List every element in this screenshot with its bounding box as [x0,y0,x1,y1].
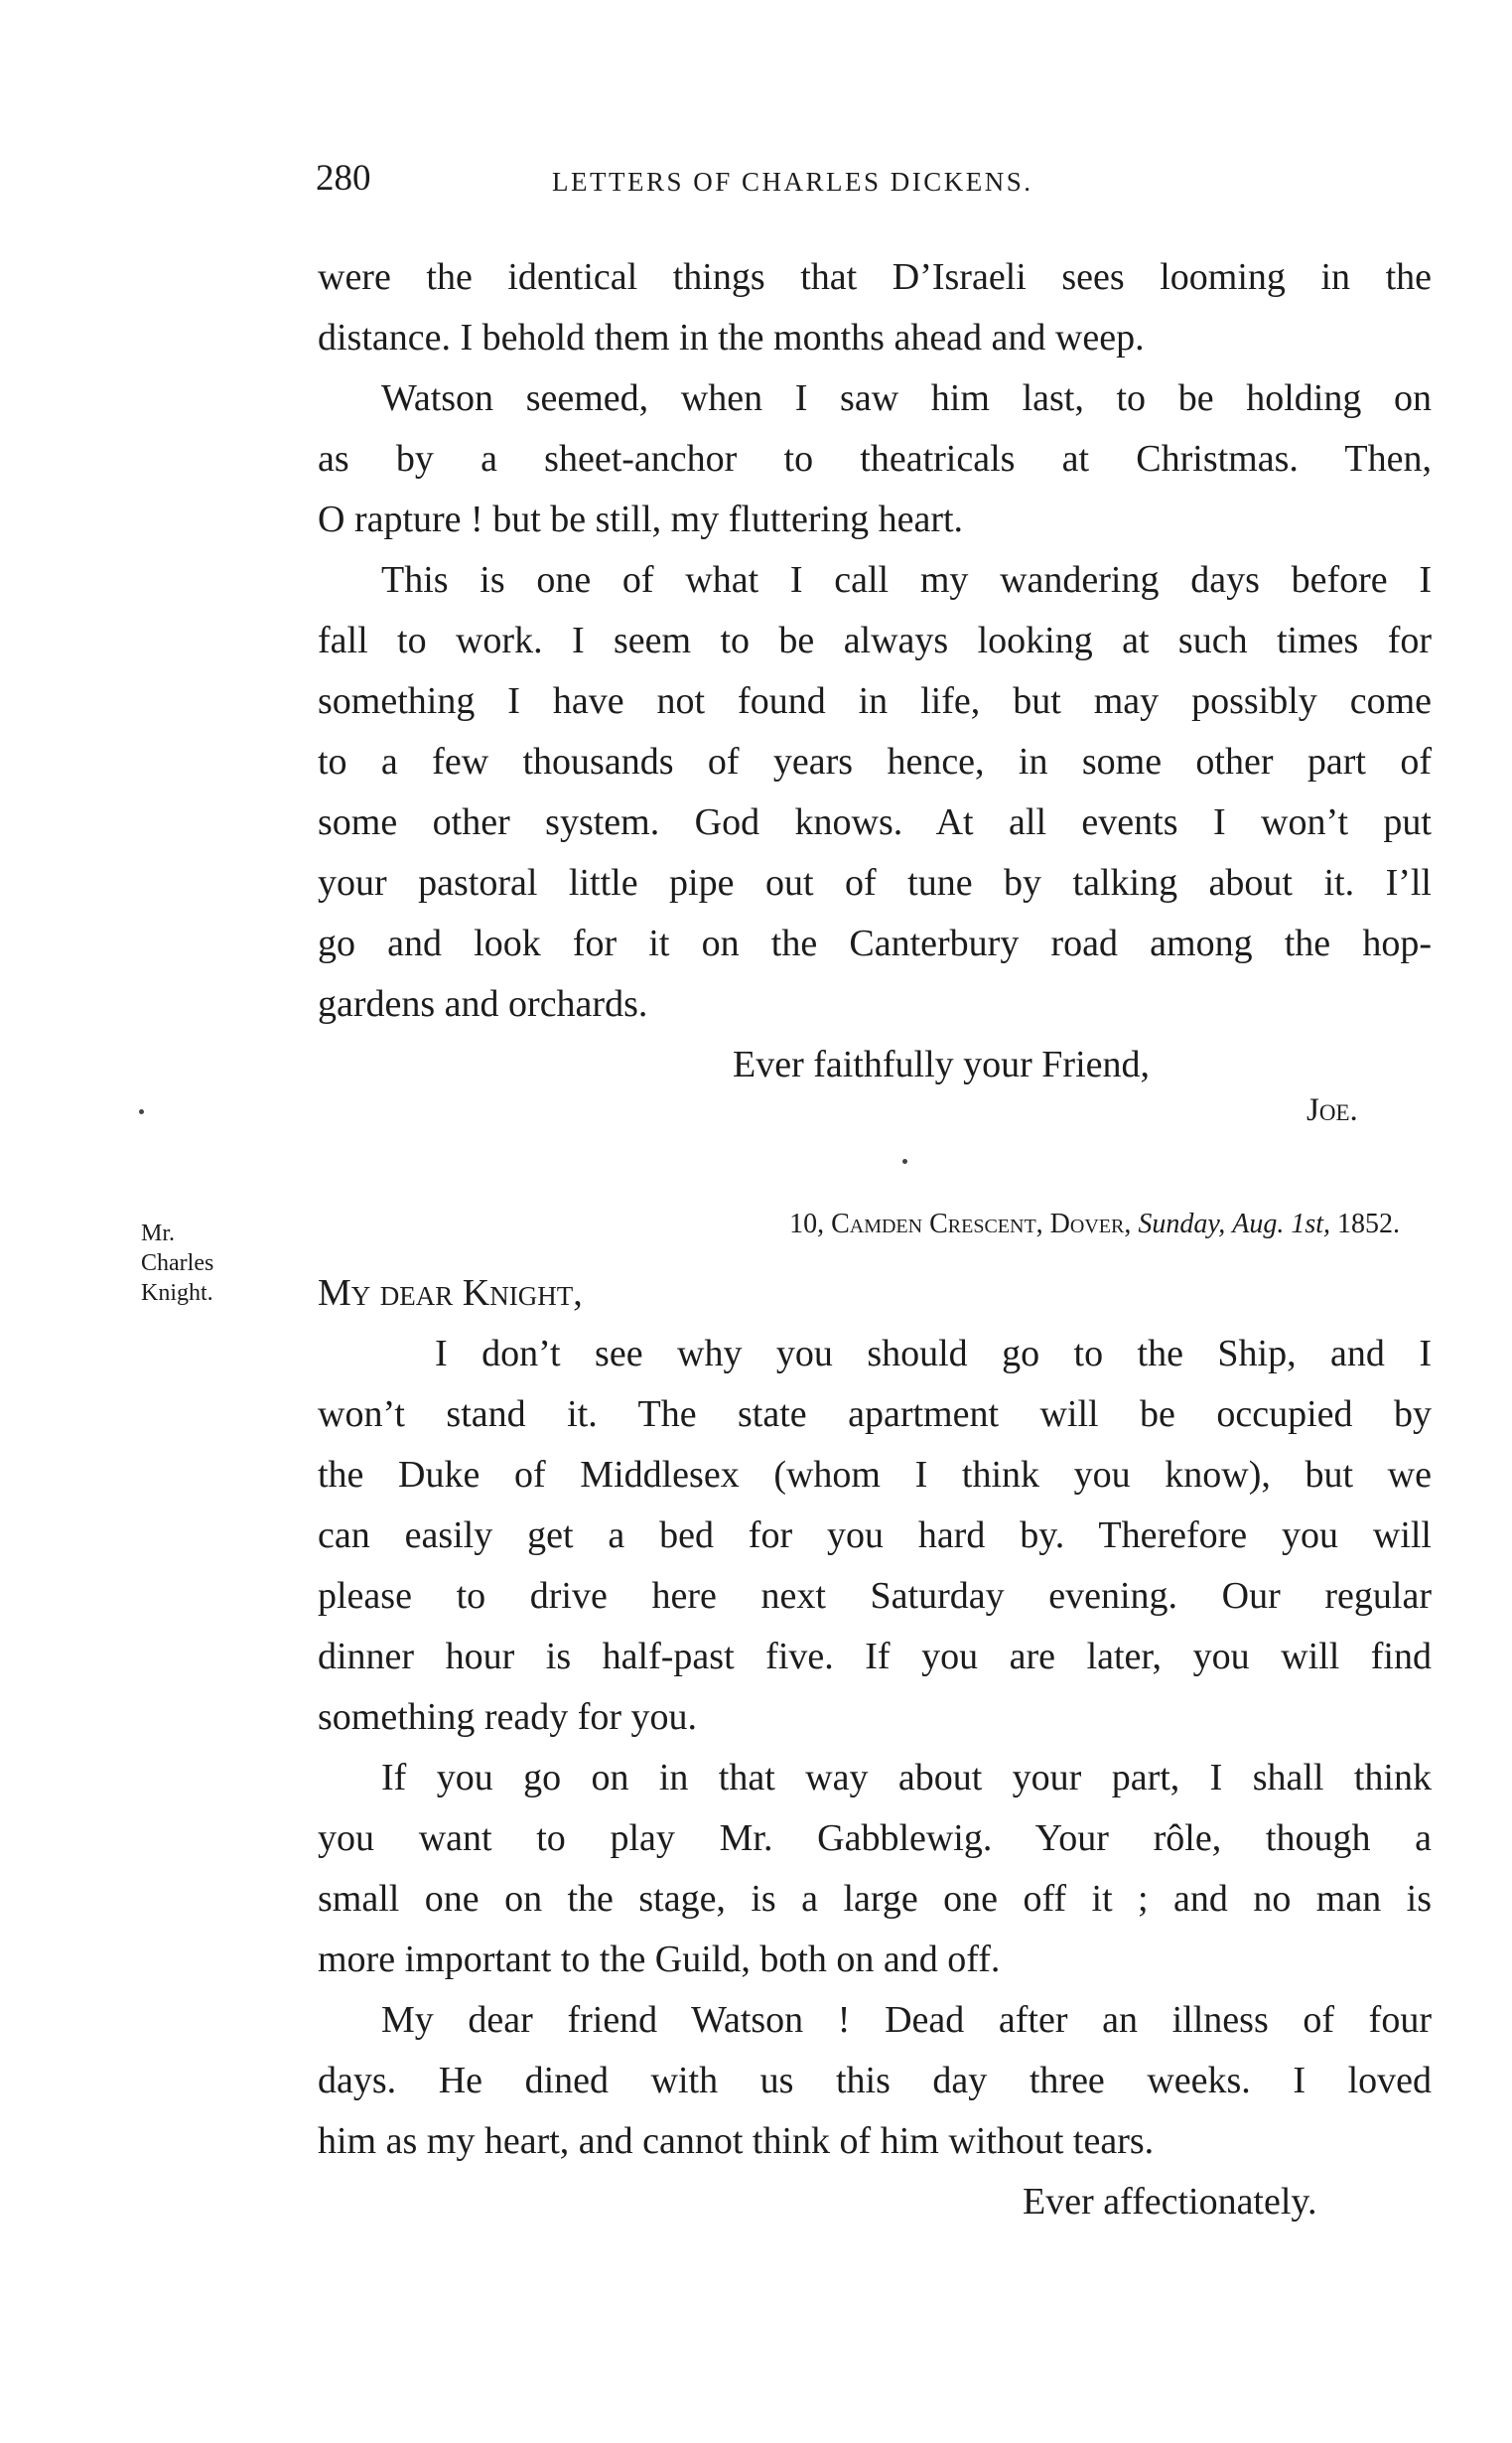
body-line: were the identical things that D’Israeli sees looming in the [318,256,1432,298]
body-line: I don’t see why you should go to the Ship, and I [435,1333,1432,1374]
body-line: him as my heart, and cannot think of him without tears. [318,2120,1155,2162]
dateline-place: 10, Camden Crescent, Dover, [789,1209,1132,1239]
margin-note-line: Knight. [141,1280,213,1306]
letter-closing: Ever affectionately. [1023,2181,1317,2223]
dateline-date: Aug. 1st, [1232,1209,1330,1239]
body-line: My dear friend Watson ! Dead after an illness of four [381,1999,1432,2041]
body-line: dinner hour is half-past five. If you are later, you will find [318,1636,1432,1677]
body-line: can easily get a bed for you hard by. Therefore you will [318,1514,1432,1556]
body-line: Watson seemed, when I saw him last, to be holding on [381,377,1432,419]
body-line: more important to the Guild, both on and off. [318,1939,1001,1980]
body-line: the Duke of Middlesex (whom I think you know), but we [318,1454,1432,1496]
body-line: your pastoral little pipe out of tune by talking about it. I’ll [318,862,1432,904]
print-speck [902,1159,907,1164]
body-line: some other system. God knows. At all events I won’t put [318,801,1432,843]
margin-note [141,1219,280,1308]
letter-signature: Joe. [1306,1092,1358,1128]
body-line: If you go on in that way about your part, I shall think [381,1757,1432,1798]
letter-closing: Ever faithfully your Friend, [733,1044,1151,1085]
body-line: gardens and orchards. [318,983,648,1025]
body-line: go and look for it on the Canterbury road among the hop- [318,923,1432,964]
body-line: small one on the stage, is a large one off it ; and no man is [318,1878,1432,1920]
body-line: something I have not found in life, but may possibly come [318,680,1432,722]
running-title: LETTERS OF CHARLES DICKENS. [552,167,1033,197]
margin-note-line: Mr. [141,1221,176,1246]
print-speck [139,1109,144,1114]
body-line: you want to play Mr. Gabblewig. Your rôle, though a [318,1817,1432,1859]
body-line: to a few thousands of years hence, in some other part of [318,741,1432,783]
body-line: distance. I behold them in the months ahead and weep. [318,317,1145,359]
salutation: My dear Knight, [318,1272,583,1314]
body-line: O rapture ! but be still, my fluttering heart. [318,499,964,540]
body-line: something ready for you. [318,1696,698,1738]
body-line: won’t stand it. The state apartment will be occupied by [318,1393,1432,1435]
running-head [316,157,1189,207]
dateline [582,1209,1400,1240]
body-line: fall to work. I seem to be always looking at such times for [318,620,1432,661]
dateline-year: 1852. [1337,1209,1400,1239]
page-number: 280 [316,158,371,199]
body-line: as by a sheet-anchor to theatricals at Christmas. Then, [318,438,1432,480]
body-line: This is one of what I call my wandering days before I [381,559,1432,601]
body-line: please to drive here next Saturday evening. Our regular [318,1575,1432,1617]
body-line: days. He dined with us this day three weeks. I loved [318,2060,1432,2101]
margin-note-line: Charles [141,1250,214,1276]
dateline-day: Sunday, [1138,1209,1226,1239]
